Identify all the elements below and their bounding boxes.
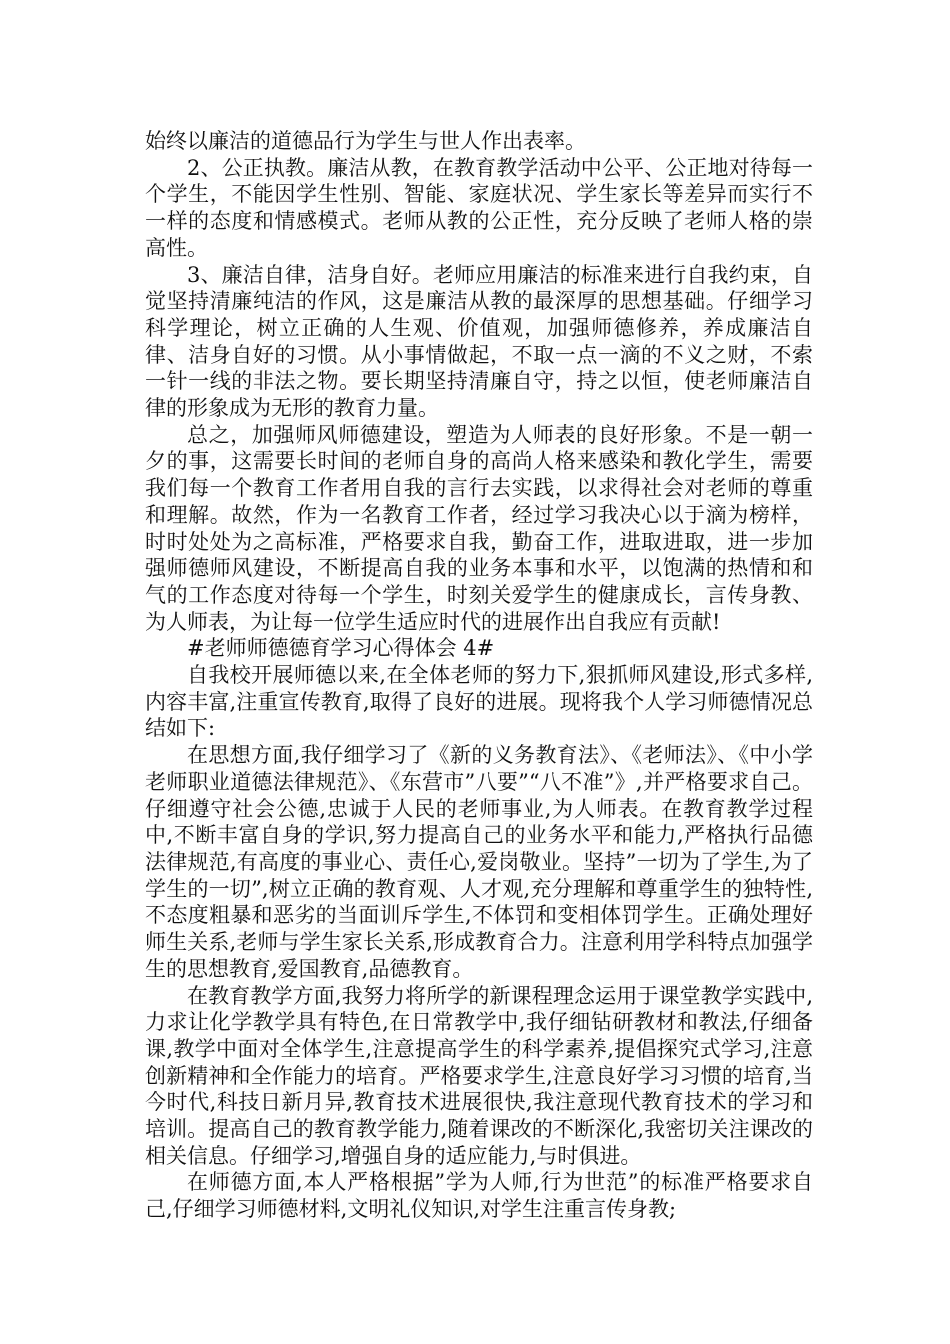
paragraph-2: 2、公正执教。廉洁从教，在教育教学活动中公平、公正地对待每一个学生，不能因学生性别、智能、家庭状况、学生家长等差异而实行不一样的态度和情感模式。老师从教的公正性，充分反映了老师人格的崇高性。 [145, 155, 813, 260]
paragraph-7: 在教育教学方面,我努力将所学的新课程理念运用于课堂教学实践中,力求让化学教学具有特色,在日常教学中,我仔细钻研教材和教法,仔细备课,教学中面对全体学生,注意提高学生的科学素养,提倡探究式学习,注意创新精神和全作能力的培育。严格要求学生,注意良好学习习惯的培育,当今时代,科技日新月异,教育技术进展很快,我注意现代教育技术的学习和培训。提高自己的教育教学能力,随着课改的不断深化,我密切关注课改的相关信息。仔细学习,增强自身的适应能力,与时俱进。 [145, 983, 813, 1168]
document-body [145, 128, 813, 1223]
paragraph-8: 在师德方面,本人严格根据”学为人师,行为世范”的标准严格要求自己,仔细学习师德材料,文明礼仪知识,对学生注重言传身教; [145, 1170, 813, 1222]
section-heading: #老师师德德育学习心得体会 4# [187, 636, 495, 661]
paragraph-6: 在思想方面,我仔细学习了《新的义务教育法》、《老师法》、《中小学老师职业道德法律规范》、《东营市”八要”“八不准”》,并严格要求自己。仔细遵守社会公德,忠诚于人民的老师事业,为人师表。在教育教学过程中,不断丰富自身的学识,努力提高自己的业务水平和能力,严格执行品德法律规范,有高度的事业心、责任心,爱岗敬业。坚持”一切为了学生,为了学生的一切”,树立正确的教育观、人才观,充分理解和尊重学生的独特性,不态度粗暴和恶劣的当面训斥学生,不体罚和变相体罚学生。正确处理好师生关系,老师与学生家长关系,形成教育合力。注意利用学科特点加强学生的思想教育,爱国教育,品德教育。 [145, 743, 813, 981]
paragraph-5: 自我校开展师德以来,在全体老师的努力下,狠抓师风建设,形式多样,内容丰富,注重宣传教育,取得了良好的进展。现将我个人学习师德情况总结如下: [145, 663, 813, 741]
paragraph-3: 3、廉洁自律，洁身自好。老师应用廉洁的标准来进行自我约束，自觉坚持清廉纯洁的作风，这是廉洁从教的最深厚的思想基础。仔细学习科学理论，树立正确的人生观、价值观，加强师德修养，养成廉洁自律、洁身自好的习惯。从小事情做起，不取一点一滴的不义之财，不索一针一线的非法之物。要长期坚持清廉自守，持之以恒，使老师廉洁自律的形象成为无形的教育力量。 [145, 262, 813, 421]
paragraph-4: 总之，加强师风师德建设，塑造为人师表的良好形象。不是一朝一夕的事，这需要长时间的老师自身的高尚人格来感染和教化学生，需要我们每一个教育工作者用自我的言行去实践，以求得社会对老师的尊重和理解。故然，作为一名教育工作者，经过学习我决心以于滴为榜样，时时处处为之高标准，严格要求自我，勤奋工作，进取进取，进一步加强师德师风建设，不断提高自我的业务本事和水平，以饱满的热情和和气的工作态度对待每一个学生，时刻关爱学生的健康成长，言传身教、为人师表，为让每一位学生适应时代的进展作出自我应有贡献! [145, 422, 813, 634]
paragraph-1: 始终以廉洁的道德品行为学生与世人作出表率。 [145, 129, 586, 153]
